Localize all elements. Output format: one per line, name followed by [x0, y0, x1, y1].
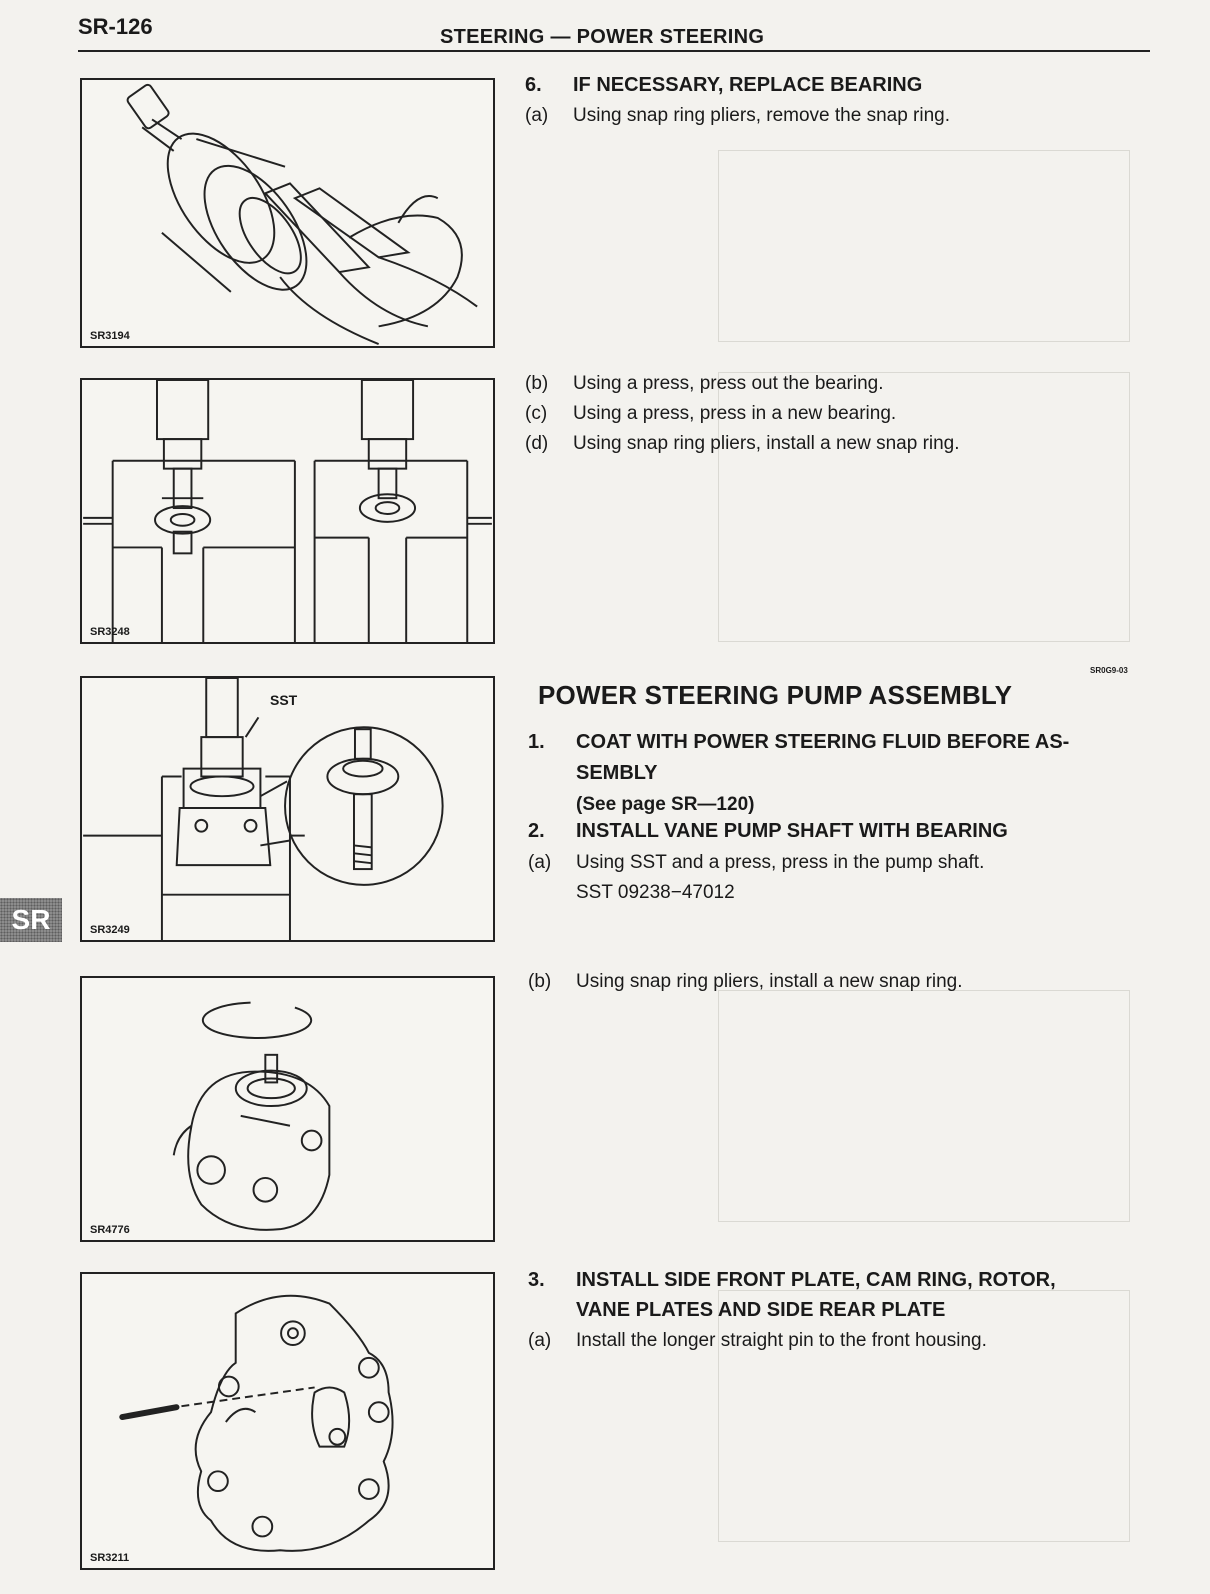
sub-letter: (a) [528, 852, 552, 873]
step-1-heading [528, 727, 1069, 758]
step-3-heading [528, 1265, 1056, 1296]
ghost-figure-3 [718, 990, 1130, 1222]
step-6d [525, 428, 960, 459]
section-side-tab: SR [0, 898, 62, 942]
snap-ring-pliers-illustration [82, 80, 493, 346]
step-number: 2. [528, 820, 545, 842]
step-title: IF NECESSARY, REPLACE BEARING [573, 74, 923, 96]
section-code: SR0G9-03 [1090, 666, 1128, 675]
sub-text: Using SST and a press, press in the pump shaft. [576, 852, 985, 873]
figure-label: SR3211 [90, 1552, 130, 1564]
step-3-heading-cont [576, 1295, 945, 1326]
ghost-figure-1 [718, 150, 1130, 342]
step-1-heading-cont [576, 758, 658, 789]
step-number: 1. [528, 731, 545, 753]
sst-number: SST 09238−47012 [576, 882, 735, 903]
step-6c [525, 398, 896, 429]
step-2a-sst [576, 877, 735, 908]
sub-letter: (a) [525, 105, 549, 126]
step-title-line1: COAT WITH POWER STEERING FLUID BEFORE AS- [576, 731, 1070, 753]
sub-letter: (a) [528, 1330, 552, 1351]
page-header-title: STEERING — POWER STEERING [440, 26, 765, 48]
step-6a [525, 100, 950, 131]
step-2b [528, 966, 963, 997]
figure-label: SR3194 [90, 330, 130, 342]
figure-label: SR3249 [90, 924, 130, 936]
figure-pump-snap-ring [80, 976, 495, 1242]
figure-front-housing-pin [80, 1272, 495, 1570]
sub-text: Using snap ring pliers, install a new snap ring. [576, 971, 963, 992]
step-6b [525, 368, 884, 399]
sub-text: Using snap ring pliers, remove the snap ring. [573, 105, 951, 126]
sub-letter: (c) [525, 403, 548, 424]
header-rule [78, 50, 1150, 52]
sub-text: Using a press, press in a new bearing. [573, 403, 897, 424]
sub-text: Using snap ring pliers, install a new snap ring. [573, 433, 960, 454]
sst-pump-shaft-illustration [82, 678, 493, 940]
step-3a [528, 1325, 987, 1356]
sst-callout: SST [270, 692, 298, 708]
step-number: 6. [525, 74, 542, 96]
step-6-heading [525, 70, 922, 101]
sub-letter: (b) [528, 971, 552, 992]
step-title-line2: VANE PLATES AND SIDE REAR PLATE [576, 1299, 946, 1321]
step-title-line2: SEMBLY [576, 762, 658, 784]
figure-label: SR3248 [90, 626, 130, 638]
step-2-heading [528, 816, 1008, 847]
sub-letter: (d) [525, 433, 549, 454]
section-title: POWER STEERING PUMP ASSEMBLY [538, 680, 1013, 710]
figure-label: SR4776 [90, 1224, 130, 1236]
page-number: SR-126 [78, 14, 153, 39]
figure-snap-ring-pliers [80, 78, 495, 348]
step-number: 3. [528, 1269, 545, 1291]
sub-text: Install the longer straight pin to the front housing. [576, 1330, 987, 1351]
pump-snap-ring-illustration [82, 978, 493, 1240]
page-reference: (See page SR—120) [576, 794, 755, 815]
sub-letter: (b) [525, 373, 549, 394]
press-bearing-illustration [82, 380, 493, 642]
step-title-line1: INSTALL SIDE FRONT PLATE, CAM RING, ROTOR, [576, 1269, 1056, 1291]
sub-text: Using a press, press out the bearing. [573, 373, 884, 394]
figure-press-bearing [80, 378, 495, 644]
step-title: INSTALL VANE PUMP SHAFT WITH BEARING [576, 820, 1008, 842]
step-2a [528, 847, 984, 878]
figure-sst-pump-shaft [80, 676, 495, 942]
front-housing-pin-illustration [82, 1274, 493, 1568]
